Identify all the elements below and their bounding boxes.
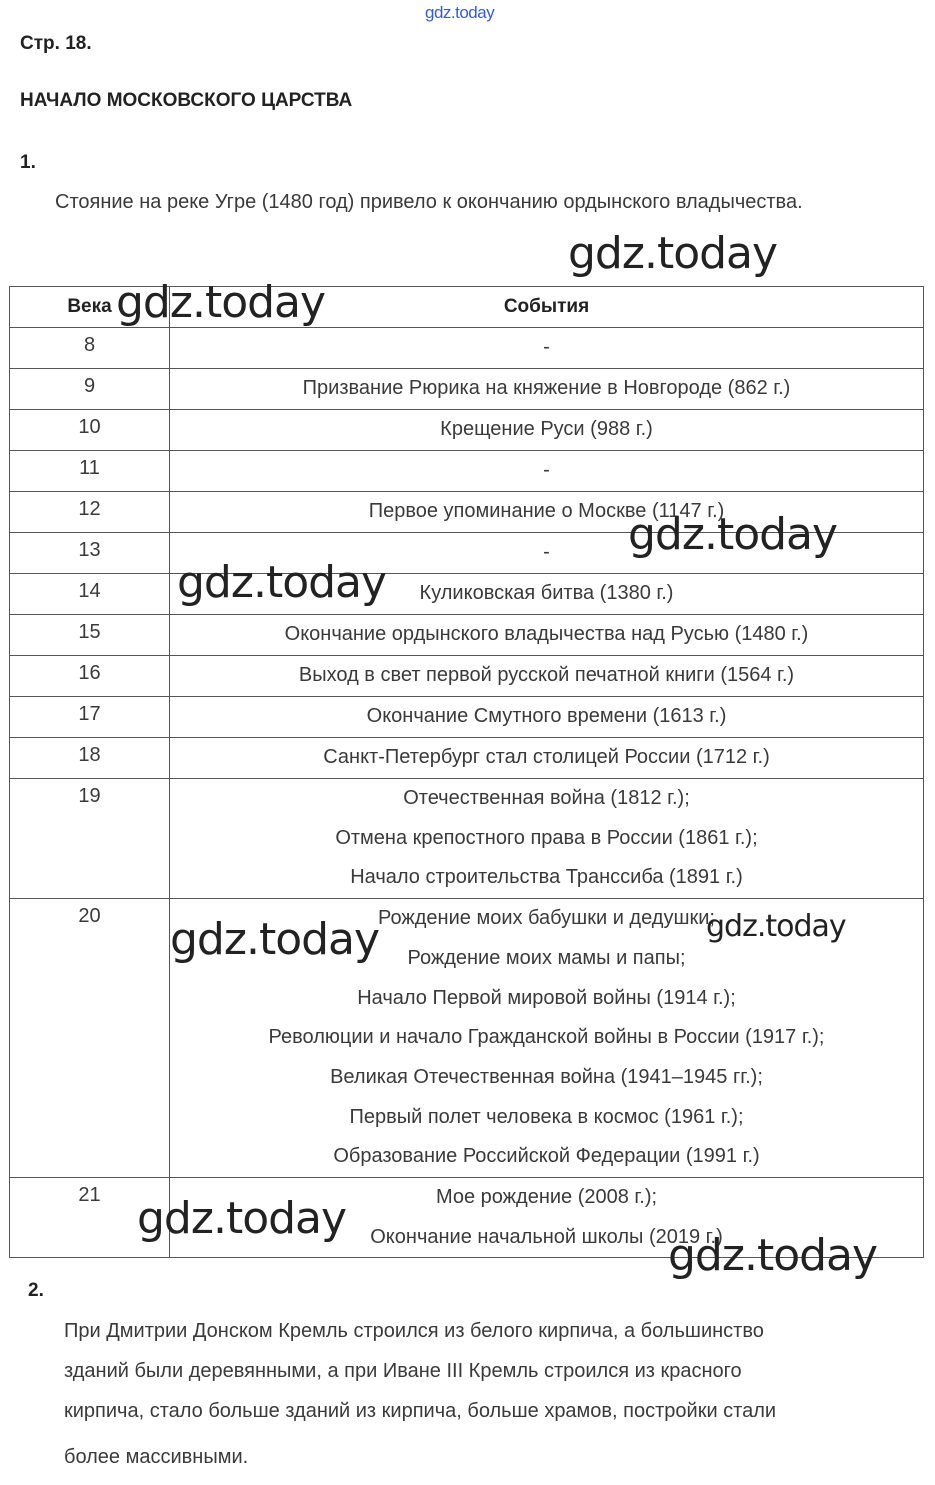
- event-line: Призвание Рюрика на княжение в Новгороде (862 г.): [302, 377, 791, 399]
- century-cell: 15: [10, 615, 170, 656]
- watermark: gdz.today: [668, 1230, 878, 1281]
- event-line: Рождение моих мамы и папы;: [407, 946, 686, 969]
- century-cell: 21: [10, 1178, 170, 1258]
- event-line: Первый полет человека в космос (1961 г.);: [349, 1105, 744, 1128]
- events-cell: [170, 369, 924, 410]
- century-cell: 16: [10, 656, 170, 697]
- table-row: [10, 451, 924, 492]
- events-cell: [170, 779, 924, 899]
- task-1-number: 1.: [20, 152, 36, 173]
- task-2-line: При Дмитрии Донском Кремль строился из белого кирпича, а большинство: [64, 1320, 764, 1342]
- event-line: Начало Первой мировой войны (1914 г.);: [357, 986, 736, 1009]
- event-line: Окончание начальной школы (2019 г.): [370, 1225, 723, 1248]
- events-cell: [170, 615, 924, 656]
- century-cell: 17: [10, 697, 170, 738]
- watermark: gdz.today: [706, 909, 846, 944]
- event-line: Окончание ордынского владычества над Русью (1480 г.): [284, 623, 809, 645]
- event-line: -: [543, 336, 550, 358]
- event-line: Первое упоминание о Москве (1147 г.): [368, 500, 725, 522]
- centuries-events-table: [9, 286, 924, 1258]
- column-header-century: Века: [10, 287, 170, 328]
- event-line: -: [543, 459, 550, 481]
- event-line: Окончание Смутного времени (1613 г.): [366, 705, 727, 727]
- watermark: gdz.today: [568, 228, 778, 279]
- century-cell: 9: [10, 369, 170, 410]
- event-line: Санкт-Петербург стал столицей России (1712 г.): [323, 746, 770, 768]
- page-reference: Стр. 18.: [20, 33, 92, 54]
- event-line: Революции и начало Гражданской войны в России (1917 г.);: [268, 1026, 825, 1049]
- century-cell: 20: [10, 899, 170, 1178]
- century-cell: 14: [10, 574, 170, 615]
- events-cell: [170, 410, 924, 451]
- task-2-line: более массивными.: [64, 1446, 249, 1468]
- events-cell: [170, 738, 924, 779]
- events-cell: [170, 328, 924, 369]
- events-cell: [170, 697, 924, 738]
- task-2-line: зданий были деревянными, а при Иване III Кремль строился из красного: [64, 1360, 742, 1382]
- century-cell: 12: [10, 492, 170, 533]
- events-cell: [170, 451, 924, 492]
- watermark: gdz.today: [170, 914, 380, 965]
- table-row: [10, 328, 924, 369]
- century-cell: 11: [10, 451, 170, 492]
- event-line: Выход в свет первой русской печатной книги (1564 г.): [298, 664, 795, 686]
- event-line: Рождение моих бабушки и дедушки;: [378, 907, 715, 930]
- task-1-answer: Стояние на реке Угре (1480 год) привело к окончанию ордынского владычества.: [55, 191, 803, 213]
- table-row: [10, 697, 924, 738]
- events-cell: [170, 656, 924, 697]
- site-watermark-top: gdz.today: [425, 3, 495, 22]
- table-body: [10, 328, 924, 1258]
- task-2-line: кирпича, стало больше зданий из кирпича, больше храмов, постройки стали: [64, 1400, 777, 1422]
- century-cell: 10: [10, 410, 170, 451]
- century-cell: 8: [10, 328, 170, 369]
- century-cell: 19: [10, 779, 170, 899]
- event-line: Великая Отечественная война (1941–1945 гг.);: [330, 1065, 763, 1088]
- page-title: НАЧАЛО МОСКОВСКОГО ЦАРСТВА: [20, 90, 353, 111]
- event-line: Крещение Руси (988 г.): [440, 418, 653, 440]
- watermark: gdz.today: [137, 1193, 347, 1244]
- task-2-answer: [64, 1311, 909, 1477]
- event-line: -: [543, 541, 550, 563]
- column-header-events: События: [170, 287, 924, 328]
- table-row: [10, 779, 924, 899]
- watermark: gdz.today: [116, 277, 326, 328]
- century-cell: 13: [10, 533, 170, 574]
- event-line: Куликовская битва (1380 г.): [419, 582, 674, 604]
- event-line: Отмена крепостного права в России (1861 г.);: [335, 826, 758, 849]
- table-row: [10, 369, 924, 410]
- century-cell: 18: [10, 738, 170, 779]
- task-2-number: 2.: [28, 1280, 44, 1301]
- table-row: [10, 738, 924, 779]
- table-row: [10, 615, 924, 656]
- event-line: Мое рождение (2008 г.);: [435, 1186, 658, 1209]
- table-row: [10, 410, 924, 451]
- watermark: gdz.today: [177, 557, 387, 608]
- event-line: Начало строительства Транссиба (1891 г.): [350, 866, 743, 889]
- table-row: [10, 656, 924, 697]
- table-row: [10, 574, 924, 615]
- watermark: gdz.today: [628, 509, 838, 560]
- event-line: Отечественная война (1812 г.);: [403, 787, 690, 809]
- event-line: Образование Российской Федерации (1991 г.): [333, 1145, 760, 1168]
